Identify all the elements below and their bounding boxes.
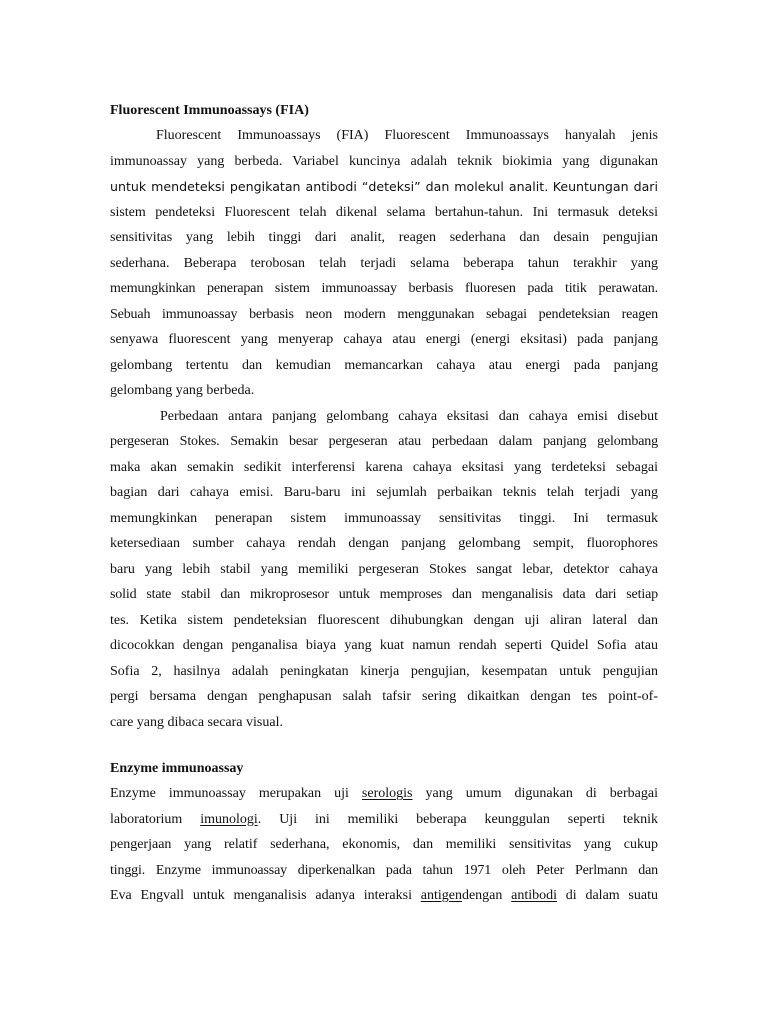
paragraph-enzyme: [110, 781, 658, 909]
section-heading-enzyme: Enzyme immunoassay: [110, 761, 244, 776]
section-spacer: [110, 735, 658, 757]
text-line: gelombang yang berbeda.: [110, 383, 255, 398]
text-line: Fluorescent Immunoassays (FIA) Fluorescent Immunoassays hanyalah jenis: [156, 128, 658, 143]
text-span: di dalam suatu: [557, 888, 658, 903]
text-span: Keuntungan dari: [552, 179, 658, 194]
text-line: tinggi. Enzyme immunoassay diperkenalkan pada tahun 1971 oleh Peter Perlmann dan: [110, 862, 658, 878]
text-line: Sebuah immunoassay berbasis neon modern menggunakan sebagai pendeteksian reagen: [110, 306, 658, 322]
text-span: yang umum digunakan di berbagai: [412, 786, 658, 801]
text-line: bagian dari cahaya emisi. Baru-baru ini sejumlah perbaikan teknis telah terjadi yang: [110, 485, 658, 500]
text-line: baru yang lebih stabil yang memiliki pergeseran Stokes sangat lebar, detektor cahaya: [110, 561, 658, 577]
link-imunologi[interactable]: imunologi: [200, 811, 258, 827]
section-heading-fia: Fluorescent Immunoassays (FIA): [110, 103, 309, 118]
text-line: ketersediaan sumber cahaya rendah dengan panjang gelombang sempit, fluorophores: [110, 536, 658, 551]
text-line: immunoassay yang berbeda. Variabel kuncinya adalah teknik biokimia yang digunakan: [110, 153, 658, 169]
text-line: [110, 883, 658, 909]
text-line: sensitivitas yang lebih tinggi dari analit, reagen sederhana dan desain pengujian: [110, 230, 658, 245]
text-line: memungkinkan penerapan sistem immunoassay berbasis fluoresen pada titik perawatan.: [110, 281, 658, 296]
text-line: dicocokkan dengan penganalisa biaya yang kuat namun rendah seperti Quidel Sofia atau: [110, 638, 658, 653]
link-serologis[interactable]: serologis: [361, 786, 413, 801]
link-antigen[interactable]: antigen: [420, 888, 462, 903]
text-span: dengan: [461, 888, 512, 903]
text-line: tes. Ketika sistem pendeteksian fluorescent dihubungkan dengan uji aliran lateral dan: [110, 612, 658, 628]
text-line: pergi bersama dengan penghapusan salah tafsir sering dikaitkan dengan tes point-of-: [110, 689, 658, 704]
text-line: senyawa fluorescent yang menyerap cahaya atau energi (energi eksitasi) pada panjang: [110, 332, 658, 347]
paragraph-fia-1: [110, 123, 658, 404]
document-body: [110, 99, 658, 909]
text-line: solid state stabil dan mikroprosesor untuk memproses dan menganalisis data dari setiap: [110, 587, 658, 602]
text-span: . Uji ini memiliki beberapa keunggulan seperti teknik: [257, 811, 658, 827]
text-span: laboratorium: [110, 811, 201, 827]
text-line: [110, 174, 658, 200]
link-antibodi[interactable]: antibodi: [511, 888, 558, 903]
text-span: untuk mendeteksi pengikatan antibodi “deteksi” dan molekul analit.: [110, 179, 549, 194]
text-line: sistem pendeteksi Fluorescent telah dikenal selama bertahun-tahun. Ini termasuk deteksi: [110, 204, 658, 220]
text-line: memungkinkan penerapan sistem immunoassay sensitivitas tinggi. Ini termasuk: [110, 510, 658, 526]
paragraph-fia-2: [110, 404, 658, 736]
text-line: Sofia 2, hasilnya adalah peningkatan kinerja pengujian, kesempatan untuk pengujian: [110, 663, 658, 679]
text-span: Enzyme immunoassay merupakan uji: [110, 786, 362, 801]
text-line: pengerjaan yang relatif sederhana, ekonomis, dan memiliki sensitivitas yang cukup: [110, 837, 658, 852]
text-line: care yang dibaca secara visual.: [110, 714, 283, 730]
text-line: gelombang tertentu dan kemudian memancarkan cahaya atau energi pada panjang: [110, 357, 658, 373]
text-line: sederhana. Beberapa terobosan telah terjadi selama beberapa tahun terakhir yang: [110, 255, 658, 271]
text-span: Eva Engvall untuk menganalisis adanya interaksi: [110, 888, 421, 903]
text-line: [110, 807, 658, 833]
text-line: [110, 781, 658, 807]
text-line: maka akan semakin sedikit interferensi karena cahaya eksitasi yang terdeteksi sebagai: [110, 459, 658, 475]
text-line: Perbedaan antara panjang gelombang cahaya eksitasi dan cahaya emisi disebut: [160, 408, 658, 424]
text-line: pergeseran Stokes. Semakin besar pergeseran atau perbedaan dalam panjang gelombang: [110, 434, 658, 449]
